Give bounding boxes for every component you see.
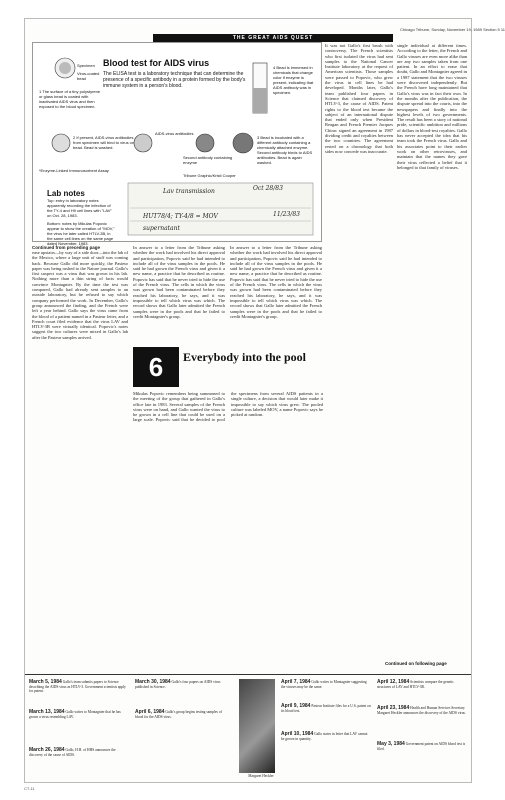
article-column-2b bbox=[230, 245, 322, 385]
step-2: 2 If present, AIDS-virus antibodies from specimen will bind to virus on bead. Bead is washed. bbox=[73, 135, 135, 150]
timeline-item: April 10, 1984 Gallo states in letter that LAV cannot be grown in quantity. bbox=[281, 731, 368, 741]
step-4: 4 Bead is immersed in chemicals that change color if enzyme is present, indicating that AIDS antibody was in specimen. bbox=[273, 65, 314, 95]
handwriting-1: Lav transmission bbox=[163, 188, 215, 195]
page-header: Chicago Tribune, Sunday, November 19, 1989 Section 5 11 bbox=[400, 27, 505, 32]
timeline-item: April 23, 1984 Health and Human Services Secretary Margaret Heckler announces the discovery of the AIDS virus. bbox=[377, 705, 466, 715]
step-1: 1 The surface of a tiny polystyrene or glass bead is coated with inactivated AIDS virus and then exposed to the blood specimen. bbox=[39, 89, 101, 109]
virus-bead-icon bbox=[59, 62, 71, 74]
column-1-text: ease upstairs—by way of a side door—into the lab of the Mexico, where a large unit of stuff was coming back. Because Gallo did more quickly, the Pasteur paper was being rushed to the Nature journal. Gallo's first suspect was a virus that was grown in his lab. Nothing more than a thin string of facts would convince Montagnier. By the time the test was compared, Gallo had already sent samples to an outside laboratory, but he refused to say which company performed the work. In December, Gallo's group announced the finding, and the French were left a year behind. Gallo says the virus came from the blood of a patient named in a Pasteur letter, and a French court filed evidence that the virus LAV and HTLV-3B were virtually identical. Popovic's notes suggest the two cultures were mixed in Gallo's lab after the Pasteur samples arrived. bbox=[32, 250, 130, 340]
step-3: 3 Bead is incubated with a different antibody containing a chemically attached enzyme. Second antibody binds to AIDS antibodies. Bead is again washed. bbox=[257, 135, 313, 165]
column-2b-text: In answer to a letter from the Tribune asking whether the work had involved his direct approval and participation, Popovic said he had intended to include all of the virus samples in the pools. He said he had grown the French virus and given it a new name, a practice that he described as routine. Popovic has said that he never tried to hide the use of the French virus. The cells in which the virus was grown had been contaminated before they reached his laboratory, he says, and it was impossible to tell which virus was which. The record shows that Gallo later admitted the French samples were in the pools and that he failed to credit Montagnier's group. bbox=[230, 245, 324, 319]
timeline-item: April 9, 1984 Pasteur Institute files for a U.S. patent on its blood test. bbox=[281, 703, 371, 713]
timeline-item: April 6, 1984 Gallo's group begins testing samples of blood for the AIDS virus. bbox=[135, 709, 222, 719]
lab-notes-top: Top: entry in laboratory notes apparently recording the infection of the TY-4 and H9 cell lines with "LAV" on Oct. 28, 1983. bbox=[47, 198, 112, 218]
section-banner: THE GREAT AIDS QUEST bbox=[153, 34, 393, 42]
heckler-photo bbox=[239, 679, 275, 773]
virus-label: Virus-coated bead bbox=[77, 71, 100, 81]
section-6-body: Mikulas Popovic remembers being summoned to the meeting of the group that gathered in Gallo's office late in 1983. Several samples of the French virus were on hand, and Gallo wanted the virus to be grown in a cell line that could be used on a large scale. Popovic said that he decided to pool the specimens from several AIDS patients in a single culture, a decision that would later make it impossible to say which virus grew. The pooled culture was labeled MOV, a name Popovic says he picked at random. bbox=[133, 391, 325, 423]
photo-caption: Margaret Heckler bbox=[248, 774, 274, 778]
article-column-4 bbox=[397, 43, 467, 658]
timeline bbox=[25, 674, 471, 783]
section-heading: Everybody into the pool bbox=[183, 350, 307, 364]
article-column-1 bbox=[32, 245, 128, 670]
newspaper-page bbox=[24, 18, 505, 783]
handwriting-5: supernatant bbox=[143, 225, 180, 232]
article-column-2 bbox=[133, 245, 225, 343]
handwriting-3: HUT78/4; TY-4/8 = MOV bbox=[143, 213, 218, 220]
handwriting-2: Oct 28/83 bbox=[253, 185, 283, 192]
enzyme-antibody-icon bbox=[196, 134, 214, 152]
timeline-item: April 12, 1984 Scientists compare the genetic structures of LAV and HTLV-3B. bbox=[377, 679, 454, 689]
tube-liquid-icon bbox=[253, 88, 267, 113]
lab-notes-bottom: Bottom: notes by Mikulas Popovic appear to show the creation of "MOV," the virus he later called HTLV-3B, in the same cell lines on the same page dated November, 1983. bbox=[47, 221, 115, 246]
enzyme-footnote: *Enzyme-Linked Immunosorbent Assay bbox=[39, 168, 109, 173]
timeline-item: March 5, 1984 Gallo's team submits papers to Science describing the AIDS virus as HTLV-3. Government scientists apply for patent. bbox=[29, 679, 126, 694]
column-4-text: single individual at different times. According to the letter, the French and Gallo viruses are even more alike than are any two samples taken from one patient. In an effort to erase that doubt, Gallo and Montagnier agreed in a 1987 statement that the two viruses were discovered independently. But the French have long maintained that Gallo's virus was in fact their own. In the months after the publication, the dispute spread into the courts, into the newspapers and finally into the highest levels of two governments. The result has been a story of national pride, scientific ambition and millions of dollars in blood-test royalties. Gallo has never accepted the idea that his team took the French virus. Gallo and his associates point to their earlier work on other retroviruses, and maintain that the names they gave their virus reflected a belief that it belonged to that family of viruses. bbox=[397, 43, 469, 170]
bead-step3-icon bbox=[233, 133, 253, 153]
article-column-3 bbox=[325, 43, 393, 663]
timeline-item: May 3, 1984 Government patent on AIDS blood test is filed. bbox=[377, 741, 466, 751]
column-3-text: It was not Gallo's first brush with controversy. The French scientists who first isolated the virus had sent samples to the National Cancer Institute laboratory at the request of American scientists. Those samples were passed to Popovic, who grew the virus in cell lines he had developed. Months later, Gallo's team published four papers in Science that claimed discovery of HTLV-3, the cause of AIDS. Patent rights to the blood test became the subject of an international dispute that ended only when President Reagan and French Premier Jacques Chirac signed an agreement in 1987 dividing credit and royalties between the two countries. The agreement rested on a chronology that both sides now concede was inaccurate. bbox=[325, 43, 395, 154]
antibodies-label: AIDS-virus antibodies bbox=[155, 131, 194, 136]
timeline-item: April 7, 1984 Gallo writes to Montagnier suggesting the viruses may be the same. bbox=[281, 679, 367, 689]
graphic-title: Blood test for AIDS virus bbox=[103, 58, 210, 68]
bead-step2-icon bbox=[52, 134, 70, 152]
timeline-item: March 13, 1984 Gallo writes to Montagnier that he has grown a virus resembling LAV. bbox=[29, 709, 121, 719]
continued-heading: Continued from preceding page bbox=[32, 245, 101, 250]
timeline-item: March 26, 1984 Gallo, H.H. of HHS announces the discovery of the cause of AIDS. bbox=[29, 747, 116, 757]
graphic-credit: Tribune Graphic/Kristi Cooper bbox=[183, 173, 236, 178]
second-antibody-label: Second antibody containing enzyme bbox=[183, 155, 233, 165]
lab-notes bbox=[47, 189, 117, 246]
handwriting-4: 11/23/83 bbox=[273, 211, 300, 218]
section-6-text bbox=[133, 391, 323, 671]
page-footer: CT-11 bbox=[24, 786, 35, 791]
lab-notes-title: Lab notes bbox=[47, 189, 85, 198]
column-2-text: In answer to a letter from the Tribune asking whether the work had involved his direct approval and participation, Popovic said he had intended to include all of the virus samples in the pools. He said he had grown the French virus and given it a new name, a practice that he described as routine. Popovic has said that he never tried to hide the use of the French virus. The cells in which the virus was grown had been contaminated before they reached his laboratory, he says, and it was impossible to tell which virus was which. The record shows that Gallo later admitted the French samples were in the pools and that he failed to credit Montagnier's group. bbox=[133, 245, 227, 319]
timeline-item: March 30, 1984 Gallo's four papers on AIDS virus published in Science. bbox=[135, 679, 221, 689]
graphic-subtitle: The ELISA test is a laboratory technique that can determine the presence of a specific antibody in a protein formed by the body's immune system in a person's blood. bbox=[103, 71, 246, 89]
specimen-label: Specimen bbox=[77, 63, 95, 68]
antibody-icon bbox=[134, 134, 152, 152]
blood-test-graphic bbox=[32, 42, 322, 246]
section-number-box: 6 bbox=[133, 347, 179, 387]
continued-label: Continued on following page bbox=[385, 661, 447, 666]
